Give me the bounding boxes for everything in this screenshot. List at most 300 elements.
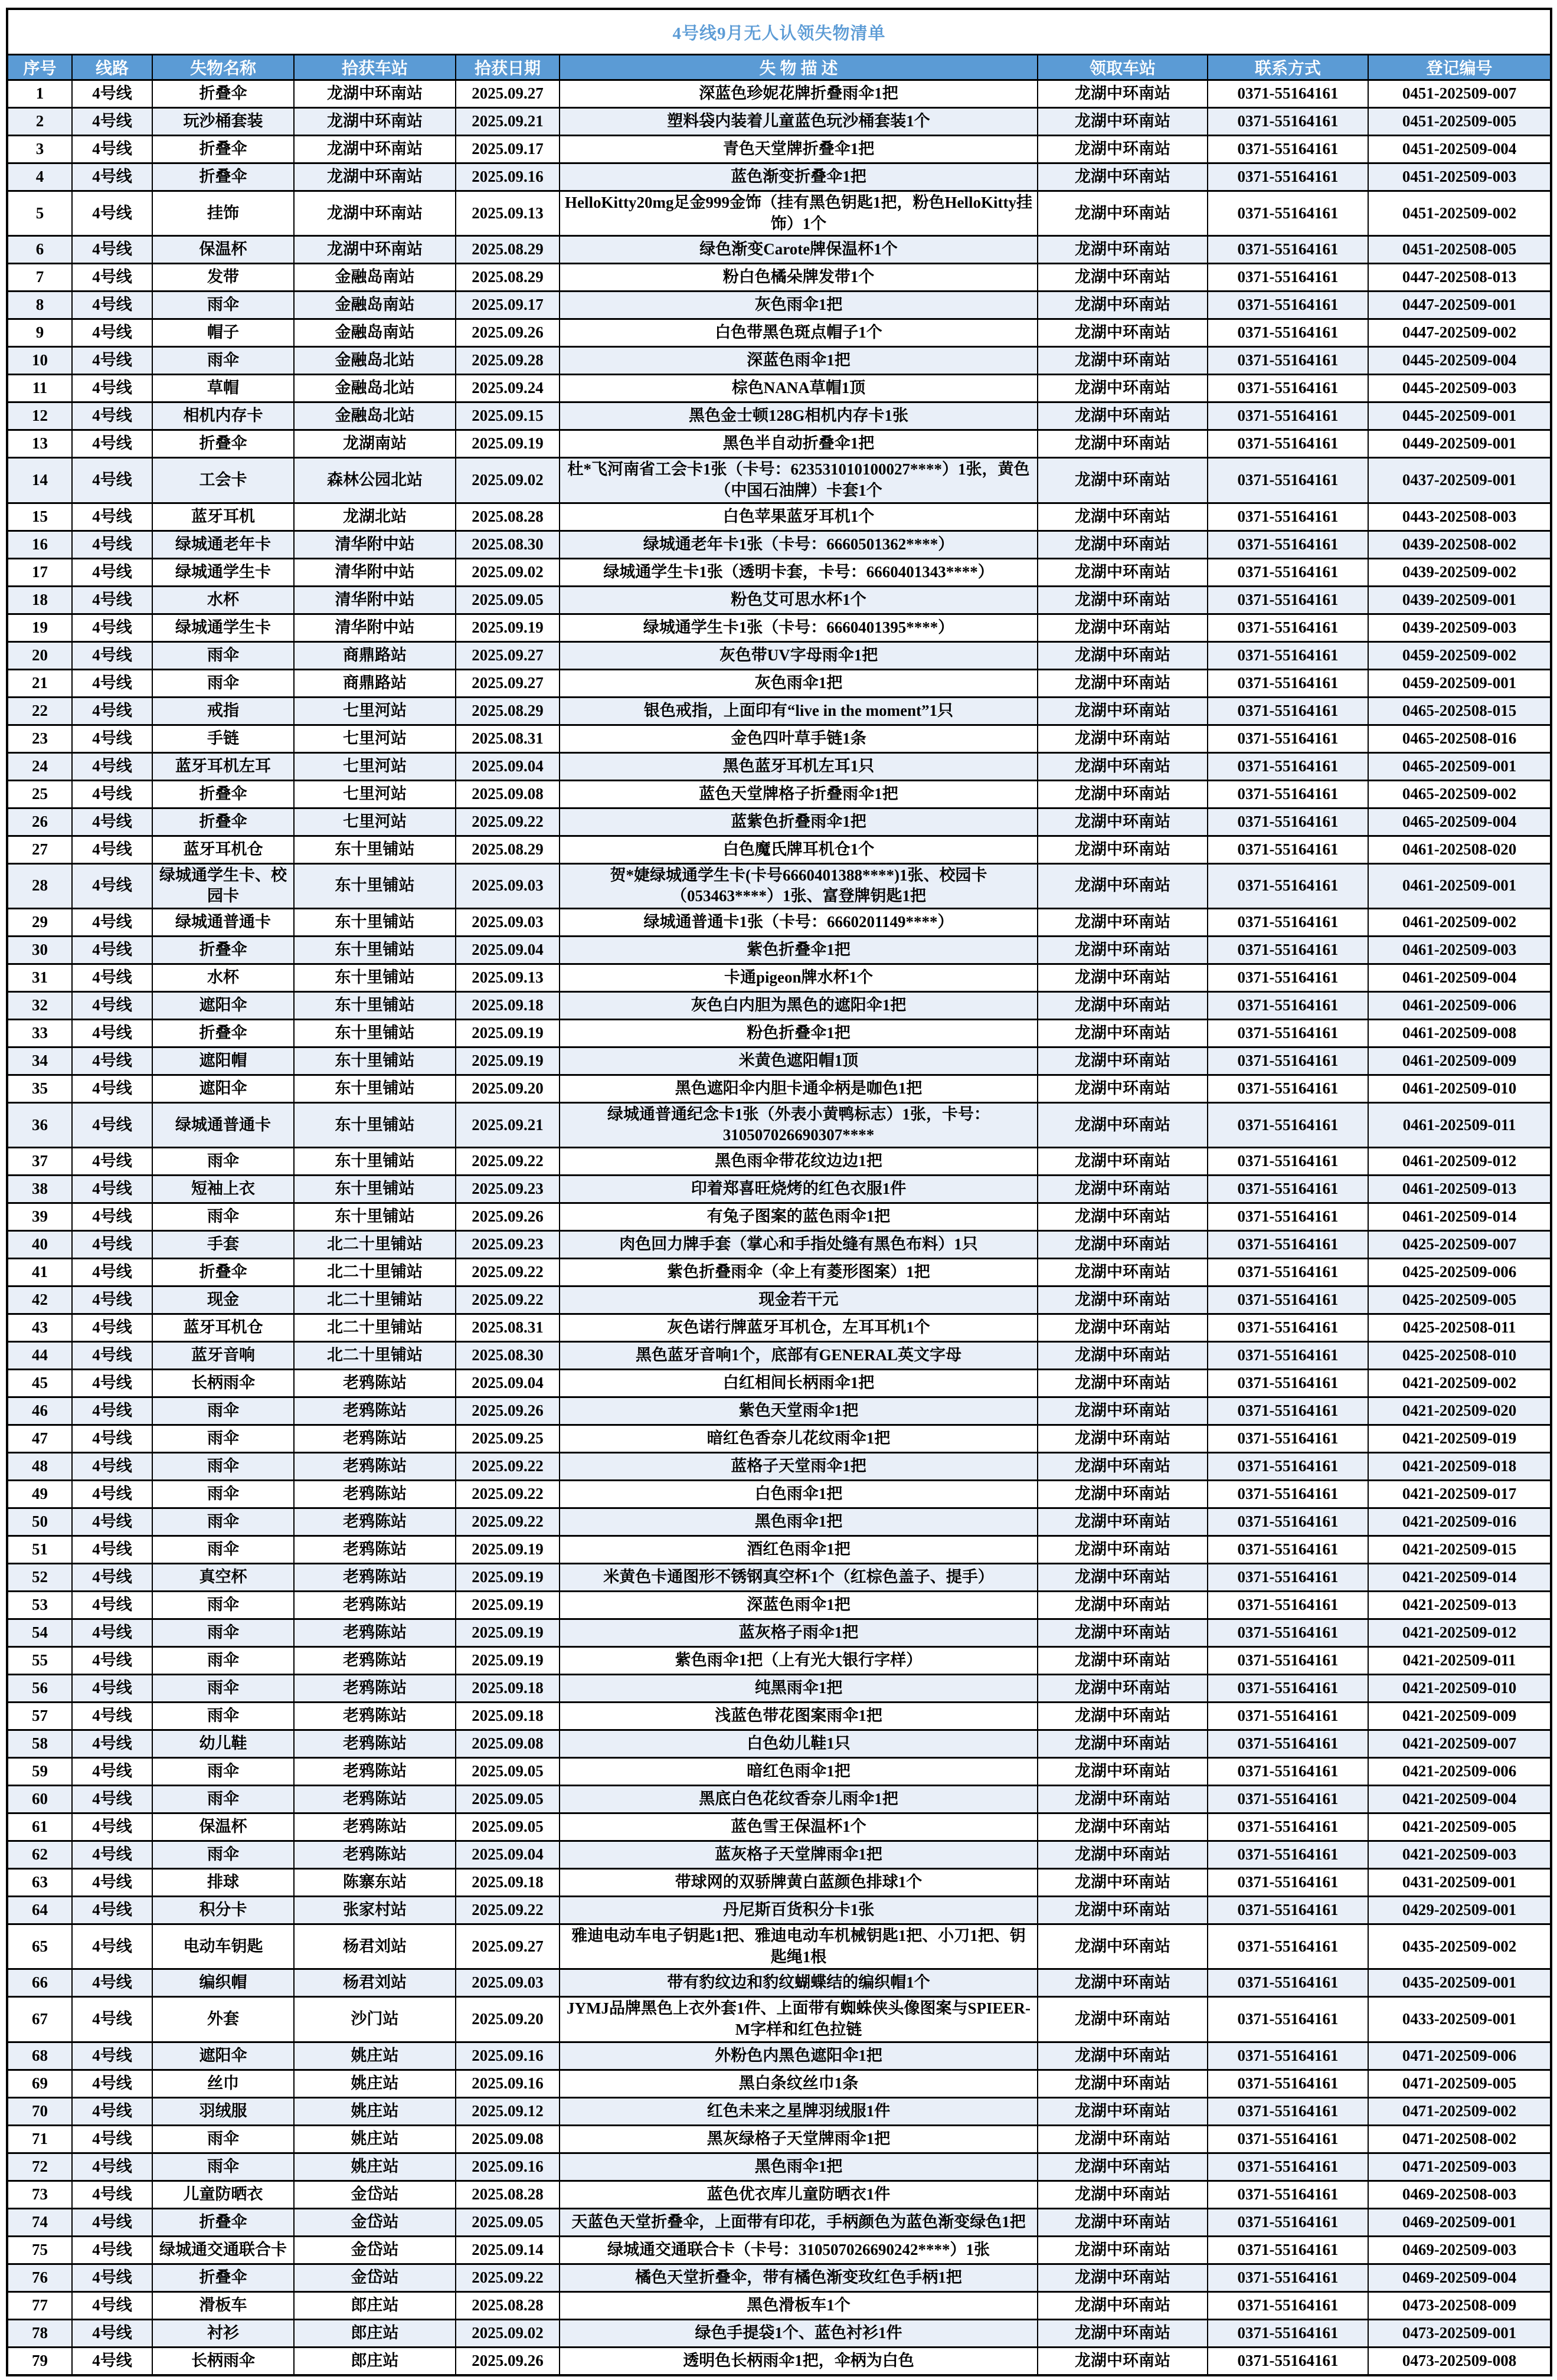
cell-contact: 0371-55164161 xyxy=(1208,1370,1368,1397)
cell-item-name: 折叠伞 xyxy=(152,80,294,108)
cell-found-date: 2025.09.16 xyxy=(456,2070,560,2097)
cell-found-date: 2025.09.22 xyxy=(456,1453,560,1481)
cell-line: 4号线 xyxy=(72,163,152,191)
cell-registration-no: 0421-202509-018 xyxy=(1368,1453,1551,1481)
cell-contact: 0371-55164161 xyxy=(1208,402,1368,430)
cell-line: 4号线 xyxy=(72,669,152,697)
cell-line: 4号线 xyxy=(72,1481,152,1508)
cell-contact: 0371-55164161 xyxy=(1208,236,1368,264)
cell-description: 黑白条纹丝巾1条 xyxy=(560,2070,1038,2097)
cell-pickup-station: 龙湖中环南站 xyxy=(1038,1969,1208,1997)
cell-pickup-station: 龙湖中环南站 xyxy=(1038,458,1208,503)
cell-item-name: 绿城通学生卡 xyxy=(152,558,294,586)
cell-contact: 0371-55164161 xyxy=(1208,1176,1368,1203)
cell-found-station: 森林公园北站 xyxy=(294,458,456,503)
cell-found-station: 东十里铺站 xyxy=(294,908,456,936)
cell-contact: 0371-55164161 xyxy=(1208,614,1368,641)
cell-description: 杜*飞河南省工会卡1张（卡号：623531010100027****）1张，黄色（中国石油牌）卡套1个 xyxy=(560,458,1038,503)
cell-serial: 64 xyxy=(7,1897,72,1924)
cell-found-station: 老鸦陈站 xyxy=(294,1619,456,1647)
cell-pickup-station: 龙湖中环南站 xyxy=(1038,2042,1208,2070)
cell-description: 白色雨伞1把 xyxy=(560,1481,1038,1508)
cell-description: 绿城通普通卡1张（卡号：6660201149****） xyxy=(560,908,1038,936)
cell-pickup-station: 龙湖中环南站 xyxy=(1038,863,1208,908)
cell-serial: 57 xyxy=(7,1703,72,1730)
cell-found-date: 2025.09.19 xyxy=(456,1619,560,1647)
cell-description: 粉色折叠伞1把 xyxy=(560,1019,1038,1047)
cell-description: 黑色遮阳伞内胆卡通伞柄是咖色1把 xyxy=(560,1075,1038,1102)
cell-contact: 0371-55164161 xyxy=(1208,780,1368,808)
cell-description: 卡通pigeon牌水杯1个 xyxy=(560,964,1038,991)
table-row xyxy=(7,531,1551,558)
cell-line: 4号线 xyxy=(72,614,152,641)
cell-found-date: 2025.09.22 xyxy=(456,2264,560,2291)
cell-found-date: 2025.09.27 xyxy=(456,669,560,697)
cell-item-name: 雨伞 xyxy=(152,1841,294,1869)
cell-line: 4号线 xyxy=(72,991,152,1019)
cell-found-station: 老鸦陈站 xyxy=(294,1370,456,1397)
cell-line: 4号线 xyxy=(72,1564,152,1592)
cell-description: 外粉色内黑色遮阳伞1把 xyxy=(560,2042,1038,2070)
cell-serial: 53 xyxy=(7,1592,72,1619)
cell-contact: 0371-55164161 xyxy=(1208,2097,1368,2125)
cell-item-name: 蓝牙耳机仓 xyxy=(152,836,294,863)
cell-pickup-station: 龙湖中环南站 xyxy=(1038,1102,1208,1147)
cell-found-date: 2025.09.19 xyxy=(456,1564,560,1592)
cell-found-date: 2025.09.19 xyxy=(456,430,560,458)
cell-contact: 0371-55164161 xyxy=(1208,1730,1368,1758)
table-row xyxy=(7,780,1551,808)
cell-line: 4号线 xyxy=(72,1924,152,1969)
cell-description: 灰色诺行牌蓝牙耳机仓，左耳耳机1个 xyxy=(560,1314,1038,1342)
cell-found-station: 东十里铺站 xyxy=(294,964,456,991)
cell-pickup-station: 龙湖中环南站 xyxy=(1038,319,1208,347)
cell-found-station: 金融岛南站 xyxy=(294,264,456,292)
cell-registration-no: 0421-202509-014 xyxy=(1368,1564,1551,1592)
table-row xyxy=(7,586,1551,614)
cell-description: 黑色蓝牙耳机左耳1只 xyxy=(560,752,1038,780)
table-row xyxy=(7,752,1551,780)
cell-found-date: 2025.09.05 xyxy=(456,1758,560,1786)
table-row xyxy=(7,1841,1551,1869)
table-body xyxy=(7,80,1551,2375)
cell-found-date: 2025.09.18 xyxy=(456,1869,560,1897)
cell-contact: 0371-55164161 xyxy=(1208,108,1368,136)
cell-line: 4号线 xyxy=(72,2264,152,2291)
cell-found-station: 姚庄站 xyxy=(294,2097,456,2125)
cell-item-name: 雨伞 xyxy=(152,1397,294,1425)
cell-pickup-station: 龙湖中环南站 xyxy=(1038,964,1208,991)
cell-serial: 7 xyxy=(7,264,72,292)
cell-pickup-station: 龙湖中环南站 xyxy=(1038,1481,1208,1508)
cell-contact: 0371-55164161 xyxy=(1208,2042,1368,2070)
cell-serial: 50 xyxy=(7,1508,72,1536)
table-row xyxy=(7,2264,1551,2291)
table-row xyxy=(7,1231,1551,1259)
column-header-pickup-station: 领取车站 xyxy=(1038,55,1208,80)
cell-found-station: 金岱站 xyxy=(294,2264,456,2291)
cell-serial: 58 xyxy=(7,1730,72,1758)
cell-registration-no: 0451-202509-004 xyxy=(1368,136,1551,163)
cell-line: 4号线 xyxy=(72,1592,152,1619)
table-row xyxy=(7,808,1551,836)
cell-item-name: 折叠伞 xyxy=(152,136,294,163)
table-row xyxy=(7,1019,1551,1047)
cell-contact: 0371-55164161 xyxy=(1208,697,1368,725)
cell-line: 4号线 xyxy=(72,697,152,725)
cell-item-name: 雨伞 xyxy=(152,1703,294,1730)
cell-found-station: 老鸦陈站 xyxy=(294,1536,456,1564)
cell-serial: 32 xyxy=(7,991,72,1019)
cell-contact: 0371-55164161 xyxy=(1208,1342,1368,1370)
cell-pickup-station: 龙湖中环南站 xyxy=(1038,614,1208,641)
cell-item-name: 幼儿鞋 xyxy=(152,1730,294,1758)
cell-pickup-station: 龙湖中环南站 xyxy=(1038,1231,1208,1259)
cell-found-station: 龙湖中环南站 xyxy=(294,236,456,264)
column-header-found-station: 拾获车站 xyxy=(294,55,456,80)
table-row xyxy=(7,402,1551,430)
table-row xyxy=(7,641,1551,669)
cell-serial: 36 xyxy=(7,1102,72,1147)
cell-contact: 0371-55164161 xyxy=(1208,558,1368,586)
cell-found-date: 2025.09.26 xyxy=(456,2347,560,2375)
cell-description: 黑色雨伞1把 xyxy=(560,2153,1038,2181)
cell-contact: 0371-55164161 xyxy=(1208,1047,1368,1075)
cell-found-station: 龙湖中环南站 xyxy=(294,80,456,108)
cell-found-date: 2025.08.29 xyxy=(456,264,560,292)
cell-pickup-station: 龙湖中环南站 xyxy=(1038,725,1208,752)
cell-pickup-station: 龙湖中环南站 xyxy=(1038,1675,1208,1703)
table-row xyxy=(7,1148,1551,1176)
cell-found-station: 郎庄站 xyxy=(294,2291,456,2319)
cell-found-station: 金融岛北站 xyxy=(294,375,456,402)
cell-serial: 61 xyxy=(7,1813,72,1841)
cell-pickup-station: 龙湖中环南站 xyxy=(1038,1397,1208,1425)
cell-description: 黑色雨伞带花纹边边1把 xyxy=(560,1148,1038,1176)
cell-line: 4号线 xyxy=(72,641,152,669)
cell-found-date: 2025.09.08 xyxy=(456,2125,560,2153)
cell-found-station: 老鸦陈站 xyxy=(294,1813,456,1841)
cell-found-station: 清华附中站 xyxy=(294,558,456,586)
cell-pickup-station: 龙湖中环南站 xyxy=(1038,1286,1208,1314)
cell-found-station: 商鼎路站 xyxy=(294,669,456,697)
cell-description: 印着郑喜旺烧烤的红色衣服1件 xyxy=(560,1176,1038,1203)
cell-serial: 5 xyxy=(7,191,72,236)
cell-pickup-station: 龙湖中环南站 xyxy=(1038,752,1208,780)
cell-item-name: 相机内存卡 xyxy=(152,402,294,430)
cell-item-name: 蓝牙耳机左耳 xyxy=(152,752,294,780)
cell-registration-no: 0421-202509-005 xyxy=(1368,1813,1551,1841)
cell-serial: 27 xyxy=(7,836,72,863)
cell-contact: 0371-55164161 xyxy=(1208,2347,1368,2375)
table-row xyxy=(7,1176,1551,1203)
cell-contact: 0371-55164161 xyxy=(1208,2291,1368,2319)
cell-found-date: 2025.09.05 xyxy=(456,1813,560,1841)
cell-pickup-station: 龙湖中环南站 xyxy=(1038,2070,1208,2097)
cell-description: 深蓝色珍妮花牌折叠雨伞1把 xyxy=(560,80,1038,108)
table-row xyxy=(7,1203,1551,1231)
cell-contact: 0371-55164161 xyxy=(1208,1969,1368,1997)
cell-contact: 0371-55164161 xyxy=(1208,531,1368,558)
cell-registration-no: 0421-202509-010 xyxy=(1368,1675,1551,1703)
cell-registration-no: 0449-202509-001 xyxy=(1368,430,1551,458)
cell-pickup-station: 龙湖中环南站 xyxy=(1038,1176,1208,1203)
cell-pickup-station: 龙湖中环南站 xyxy=(1038,503,1208,531)
cell-description: 纯黑雨伞1把 xyxy=(560,1675,1038,1703)
cell-found-date: 2025.09.21 xyxy=(456,1102,560,1147)
cell-item-name: 折叠伞 xyxy=(152,1019,294,1047)
cell-registration-no: 0461-202509-008 xyxy=(1368,1019,1551,1047)
cell-item-name: 雨伞 xyxy=(152,1675,294,1703)
cell-line: 4号线 xyxy=(72,1102,152,1147)
table-row xyxy=(7,2070,1551,2097)
cell-line: 4号线 xyxy=(72,1813,152,1841)
cell-item-name: 绿城通老年卡 xyxy=(152,531,294,558)
cell-registration-no: 0421-202509-016 xyxy=(1368,1508,1551,1536)
cell-line: 4号线 xyxy=(72,347,152,375)
cell-description: 雅迪电动车电子钥匙1把、雅迪电动车机械钥匙1把、小刀1把、钥匙绳1根 xyxy=(560,1924,1038,1969)
cell-found-date: 2025.09.24 xyxy=(456,375,560,402)
cell-line: 4号线 xyxy=(72,136,152,163)
cell-found-station: 老鸦陈站 xyxy=(294,1841,456,1869)
cell-contact: 0371-55164161 xyxy=(1208,2264,1368,2291)
cell-line: 4号线 xyxy=(72,1869,152,1897)
cell-serial: 4 xyxy=(7,163,72,191)
cell-pickup-station: 龙湖中环南站 xyxy=(1038,2181,1208,2208)
cell-item-name: 手链 xyxy=(152,725,294,752)
cell-item-name: 羽绒服 xyxy=(152,2097,294,2125)
cell-description: 透明色长柄雨伞1把，伞柄为白色 xyxy=(560,2347,1038,2375)
cell-found-date: 2025.09.23 xyxy=(456,1231,560,1259)
cell-contact: 0371-55164161 xyxy=(1208,1703,1368,1730)
cell-contact: 0371-55164161 xyxy=(1208,347,1368,375)
cell-description: 蓝色渐变折叠伞1把 xyxy=(560,163,1038,191)
cell-found-station: 姚庄站 xyxy=(294,2125,456,2153)
cell-line: 4号线 xyxy=(72,964,152,991)
cell-found-station: 龙湖南站 xyxy=(294,430,456,458)
column-header-found-date: 拾获日期 xyxy=(456,55,560,80)
cell-line: 4号线 xyxy=(72,458,152,503)
cell-item-name: 绿城通学生卡 xyxy=(152,614,294,641)
cell-pickup-station: 龙湖中环南站 xyxy=(1038,264,1208,292)
cell-line: 4号线 xyxy=(72,558,152,586)
cell-found-station: 北二十里铺站 xyxy=(294,1342,456,1370)
cell-found-date: 2025.09.27 xyxy=(456,1924,560,1969)
cell-description: 灰色雨伞1把 xyxy=(560,292,1038,319)
table-row xyxy=(7,80,1551,108)
cell-description: 黑色半自动折叠伞1把 xyxy=(560,430,1038,458)
table-row xyxy=(7,1592,1551,1619)
cell-item-name: 雨伞 xyxy=(152,1619,294,1647)
column-header-serial: 序号 xyxy=(7,55,72,80)
cell-registration-no: 0421-202509-012 xyxy=(1368,1619,1551,1647)
cell-line: 4号线 xyxy=(72,1675,152,1703)
cell-line: 4号线 xyxy=(72,780,152,808)
cell-description: 暗红色香奈儿花纹雨伞1把 xyxy=(560,1425,1038,1453)
cell-description: 黑底白色花纹香奈儿雨伞1把 xyxy=(560,1786,1038,1813)
cell-found-station: 老鸦陈站 xyxy=(294,1786,456,1813)
cell-line: 4号线 xyxy=(72,2097,152,2125)
cell-registration-no: 0445-202509-001 xyxy=(1368,402,1551,430)
cell-contact: 0371-55164161 xyxy=(1208,1508,1368,1536)
cell-description: 金色四叶草手链1条 xyxy=(560,725,1038,752)
table-row xyxy=(7,1102,1551,1147)
cell-found-station: 金融岛北站 xyxy=(294,347,456,375)
cell-line: 4号线 xyxy=(72,2181,152,2208)
cell-registration-no: 0425-202508-011 xyxy=(1368,1314,1551,1342)
cell-found-date: 2025.09.12 xyxy=(456,2097,560,2125)
cell-registration-no: 0459-202509-001 xyxy=(1368,669,1551,697)
cell-item-name: 折叠伞 xyxy=(152,430,294,458)
cell-found-date: 2025.09.22 xyxy=(456,1508,560,1536)
cell-item-name: 雨伞 xyxy=(152,1536,294,1564)
cell-contact: 0371-55164161 xyxy=(1208,1869,1368,1897)
cell-item-name: 折叠伞 xyxy=(152,808,294,836)
cell-contact: 0371-55164161 xyxy=(1208,908,1368,936)
cell-description: 暗红色雨伞1把 xyxy=(560,1758,1038,1786)
cell-contact: 0371-55164161 xyxy=(1208,1536,1368,1564)
cell-contact: 0371-55164161 xyxy=(1208,1841,1368,1869)
cell-pickup-station: 龙湖中环南站 xyxy=(1038,1897,1208,1924)
cell-serial: 60 xyxy=(7,1786,72,1813)
cell-description: 灰色雨伞1把 xyxy=(560,669,1038,697)
cell-description: 米黄色卡通图形不锈钢真空杯1个（红棕色盖子、提手） xyxy=(560,1564,1038,1592)
cell-found-station: 东十里铺站 xyxy=(294,1019,456,1047)
table-row xyxy=(7,136,1551,163)
cell-item-name: 排球 xyxy=(152,1869,294,1897)
cell-contact: 0371-55164161 xyxy=(1208,458,1368,503)
cell-found-date: 2025.09.03 xyxy=(456,1969,560,1997)
cell-item-name: 雨伞 xyxy=(152,1508,294,1536)
cell-pickup-station: 龙湖中环南站 xyxy=(1038,2208,1208,2236)
cell-registration-no: 0451-202509-007 xyxy=(1368,80,1551,108)
cell-found-station: 东十里铺站 xyxy=(294,863,456,908)
cell-item-name: 雨伞 xyxy=(152,1592,294,1619)
cell-description: 紫色折叠雨伞（伞上有菱形图案）1把 xyxy=(560,1259,1038,1286)
cell-registration-no: 0447-202508-013 xyxy=(1368,264,1551,292)
cell-found-date: 2025.09.02 xyxy=(456,558,560,586)
cell-registration-no: 0443-202508-003 xyxy=(1368,503,1551,531)
cell-pickup-station: 龙湖中环南站 xyxy=(1038,2264,1208,2291)
cell-serial: 2 xyxy=(7,108,72,136)
table-row xyxy=(7,1075,1551,1102)
cell-pickup-station: 龙湖中环南站 xyxy=(1038,908,1208,936)
table-row xyxy=(7,1969,1551,1997)
cell-found-station: 北二十里铺站 xyxy=(294,1314,456,1342)
cell-line: 4号线 xyxy=(72,908,152,936)
cell-found-date: 2025.09.22 xyxy=(456,1286,560,1314)
cell-contact: 0371-55164161 xyxy=(1208,2153,1368,2181)
cell-description: 棕色NANA草帽1顶 xyxy=(560,375,1038,402)
cell-line: 4号线 xyxy=(72,2070,152,2097)
cell-found-station: 龙湖北站 xyxy=(294,503,456,531)
cell-item-name: 绿城通交通联合卡 xyxy=(152,2236,294,2264)
cell-registration-no: 0433-202509-001 xyxy=(1368,1997,1551,2042)
cell-registration-no: 0461-202509-012 xyxy=(1368,1148,1551,1176)
cell-found-date: 2025.09.26 xyxy=(456,319,560,347)
cell-found-date: 2025.09.03 xyxy=(456,863,560,908)
cell-found-date: 2025.08.28 xyxy=(456,503,560,531)
cell-pickup-station: 龙湖中环南站 xyxy=(1038,402,1208,430)
cell-pickup-station: 龙湖中环南站 xyxy=(1038,1148,1208,1176)
cell-serial: 38 xyxy=(7,1176,72,1203)
cell-contact: 0371-55164161 xyxy=(1208,1619,1368,1647)
cell-description: 绿城通学生卡1张（卡号：6660401395****） xyxy=(560,614,1038,641)
cell-registration-no: 0461-202509-010 xyxy=(1368,1075,1551,1102)
cell-line: 4号线 xyxy=(72,191,152,236)
cell-serial: 28 xyxy=(7,863,72,908)
cell-found-station: 老鸦陈站 xyxy=(294,1397,456,1425)
cell-serial: 55 xyxy=(7,1647,72,1675)
cell-found-date: 2025.08.29 xyxy=(456,236,560,264)
cell-found-station: 龙湖中环南站 xyxy=(294,136,456,163)
cell-registration-no: 0461-202509-002 xyxy=(1368,908,1551,936)
cell-found-station: 北二十里铺站 xyxy=(294,1259,456,1286)
cell-found-station: 杨君刘站 xyxy=(294,1969,456,1997)
cell-contact: 0371-55164161 xyxy=(1208,1231,1368,1259)
cell-description: 深蓝色雨伞1把 xyxy=(560,1592,1038,1619)
cell-serial: 29 xyxy=(7,908,72,936)
cell-line: 4号线 xyxy=(72,2236,152,2264)
cell-registration-no: 0421-202509-006 xyxy=(1368,1758,1551,1786)
cell-line: 4号线 xyxy=(72,1314,152,1342)
cell-pickup-station: 龙湖中环南站 xyxy=(1038,1370,1208,1397)
table-row xyxy=(7,1924,1551,1969)
cell-description: 蓝色天堂牌格子折叠雨伞1把 xyxy=(560,780,1038,808)
cell-contact: 0371-55164161 xyxy=(1208,292,1368,319)
cell-item-name: 绿城通学生卡、校园卡 xyxy=(152,863,294,908)
cell-item-name: 雨伞 xyxy=(152,347,294,375)
cell-item-name: 雨伞 xyxy=(152,1758,294,1786)
cell-serial: 21 xyxy=(7,669,72,697)
cell-item-name: 雨伞 xyxy=(152,641,294,669)
cell-description: 黑色滑板车1个 xyxy=(560,2291,1038,2319)
cell-serial: 20 xyxy=(7,641,72,669)
cell-found-station: 老鸦陈站 xyxy=(294,1453,456,1481)
cell-pickup-station: 龙湖中环南站 xyxy=(1038,1869,1208,1897)
cell-contact: 0371-55164161 xyxy=(1208,641,1368,669)
cell-item-name: 蓝牙音响 xyxy=(152,1342,294,1370)
cell-serial: 59 xyxy=(7,1758,72,1786)
cell-item-name: 绿城通普通卡 xyxy=(152,908,294,936)
cell-pickup-station: 龙湖中环南站 xyxy=(1038,1730,1208,1758)
cell-registration-no: 0425-202509-007 xyxy=(1368,1231,1551,1259)
cell-pickup-station: 龙湖中环南站 xyxy=(1038,108,1208,136)
cell-serial: 13 xyxy=(7,430,72,458)
table-row xyxy=(7,1536,1551,1564)
cell-found-date: 2025.09.25 xyxy=(456,1425,560,1453)
cell-item-name: 工会卡 xyxy=(152,458,294,503)
table-row xyxy=(7,1508,1551,1536)
cell-serial: 72 xyxy=(7,2153,72,2181)
cell-item-name: 遮阳帽 xyxy=(152,1047,294,1075)
cell-found-date: 2025.09.23 xyxy=(456,1176,560,1203)
cell-found-date: 2025.09.04 xyxy=(456,752,560,780)
cell-serial: 39 xyxy=(7,1203,72,1231)
cell-pickup-station: 龙湖中环南站 xyxy=(1038,697,1208,725)
cell-registration-no: 0469-202508-003 xyxy=(1368,2181,1551,2208)
cell-found-station: 七里河站 xyxy=(294,697,456,725)
cell-serial: 11 xyxy=(7,375,72,402)
cell-pickup-station: 龙湖中环南站 xyxy=(1038,1536,1208,1564)
cell-found-date: 2025.08.29 xyxy=(456,836,560,863)
cell-found-station: 郎庄站 xyxy=(294,2319,456,2347)
cell-description: 黑色蓝牙音响1个，底部有GENERAL英文字母 xyxy=(560,1342,1038,1370)
cell-description: 黑色金士顿128G相机内存卡1张 xyxy=(560,402,1038,430)
cell-contact: 0371-55164161 xyxy=(1208,191,1368,236)
cell-registration-no: 0421-202509-011 xyxy=(1368,1647,1551,1675)
cell-registration-no: 0473-202509-001 xyxy=(1368,2319,1551,2347)
